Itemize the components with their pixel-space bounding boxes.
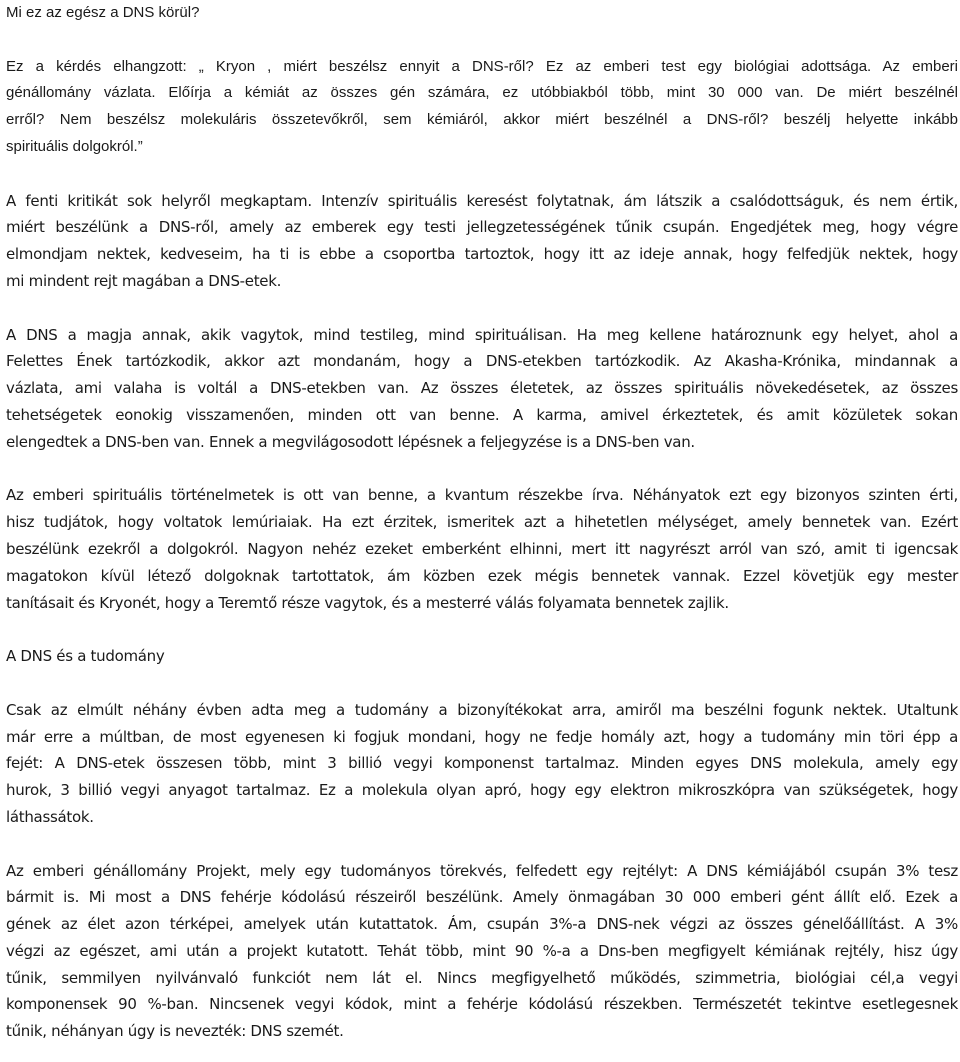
paragraph-science — [6, 697, 958, 831]
spacer — [6, 831, 958, 858]
spacer — [6, 295, 958, 322]
text-line: gének az élet azon térképei, amelyek után kutattatok. Ám, csupán 3%-a DNS-nek végzi az összes génelőállítást. A 3% — [6, 915, 958, 934]
page-title: Mi ez az egész a DNS körül? — [6, 4, 200, 21]
text-line: Ez a kérdés elhangzott: „ Kryon , miért beszélsz ennyit a DNS-ről? Ez az emberi test egy biológiai adottsága. Az emberi — [6, 57, 958, 75]
text-line: komponensek 90 %-ban. Nincsenek vegyi kódok, mint a fehérje kódolású részekben. Természetét tekintve esetlegesnek — [6, 995, 958, 1014]
spacer — [6, 456, 958, 483]
paragraph-intro-question — [6, 54, 958, 161]
text-line: Felettes Ének tartózkodik, akkor azt mondanám, hogy a DNS-etekben tartózkodik. Az Akasha-Krónika, mindannak a — [6, 352, 958, 371]
text-line: Az emberi génállomány Projekt, mely egy tudományos törekvés, felfedett egy rejtélyt: A DNS kémiájából csupán 3% tesz — [6, 861, 958, 880]
paragraph-spiritual-history — [6, 482, 958, 616]
text-line: magatokon kívül létező dolgoknak tartottatok, ám közben ezek mégis bennetek vannak. Ezzel követjük egy mester — [6, 566, 958, 585]
text-line: már erre a múltban, de most egyenesen ki fogjuk mondani, hogy ne fedje homály azt, hogy a tudomány min töri épp a — [6, 727, 958, 746]
text-line: vázlata, ami valaha is voltál a DNS-etekben van. Az összes életetek, az összes spirituális növekedésetek, az összes — [6, 379, 958, 398]
text-line: hurok, 3 billió vegyi anyagot tartalmaz. Ez a molekula olyan apró, hogy egy elektron mikroszkópra van szükségetek, hogy — [6, 781, 958, 800]
document-page — [6, 0, 958, 1045]
text-line: tanításait és Kryonét, hogy a Teremtő része vagytok, és a mesterré válás folyamata bennetek zajlik. — [6, 593, 729, 612]
spacer — [6, 616, 958, 643]
text-line: végzi az egészet, ami után a projekt kutatott. Tehát több, mint 90 %-a a Dns-ben megfigyelt kémiának rejtély, hisz úgy — [6, 941, 958, 960]
spacer — [6, 27, 958, 54]
text-line: beszélünk ezekről a dolgokról. Nagyon nehéz ezeket emberként elhinni, mert itt nagyrészt arról van szó, amit ti igencsak — [6, 539, 958, 558]
paragraph-genome-project — [6, 858, 958, 1046]
text-line: tűnik, néhányan úgy is nevezték: DNS szemét. — [6, 1022, 344, 1041]
text-line: fejét: A DNS-etek összesen több, mint 3 billió vegyi komponenst tartalmaz. Minden egyes DNS molekula, amely egy — [6, 754, 958, 773]
spacer — [6, 161, 958, 188]
text-line: A DNS a magja annak, akik vagytok, mind testileg, mind spirituálisan. Ha meg kellene határoznunk egy helyet, ahol a — [6, 325, 958, 344]
text-line: bármit is. Mi most a DNS fehérje kódolású részeiről beszélünk. Amely önmagában 30 000 emberi gént állít elő. Ezek a — [6, 888, 958, 907]
text-line: elengedtek a DNS-ben van. Ennek a megvilágosodott lépésnek a feljegyzése is a DNS-ben van. — [6, 432, 695, 451]
text-line: génállomány vázlata. Előírja a kémiát az összes gén számára, ez utóbbiakból több, mint 30 000 van. De miért beszélnél — [6, 84, 958, 102]
text-line: spirituális dolgokról.” — [6, 137, 143, 155]
paragraph-dns-core — [6, 322, 958, 456]
text-line: elmondjam nektek, kedveseim, ha ti is ebbe a csoportba tartoztok, hogy itt az ideje annak, hogy felfedjük nektek, hogy — [6, 245, 958, 264]
text-line: Csak az elmúlt néhány évben adta meg a tudomány a bizonyítékokat arra, amiről ma beszélni fogunk nektek. Utaltunk — [6, 700, 958, 719]
text-line: láthassátok. — [6, 807, 94, 826]
text-line: A fenti kritikát sok helyről megkaptam. Intenzív spirituális keresést folytatnak, ám látszik a csalódottságuk, és nem értik, — [6, 191, 958, 210]
text-line: erről? Nem beszélsz molekuláris összetevőkről, sem kémiáról, akkor miért beszélnél a DNS-ről? beszélj helyette inkább — [6, 111, 958, 129]
text-line: hisz tudjátok, hogy voltatok lemúriaiak. Ha ezt érzitek, ismeritek azt a hihetetlen mélységet, amely bennetek van. Ezért — [6, 513, 958, 532]
text-line: tűnik, semmilyen nyilvánvaló funkciót nem lát el. Nincs megfigyelhető működés, szimmetria, biológiai cél,a vegyi — [6, 968, 958, 987]
text-line: tehetségetek eonokig visszamenően, minden ott van benne. A karma, amivel érkeztetek, és amit közületek sokan — [6, 405, 958, 424]
spacer — [6, 670, 958, 697]
text-line: Az emberi spirituális történelmetek is ott van benne, a kvantum részekbe írva. Néhányatok ezt egy bizonyos szinten érti, — [6, 486, 958, 505]
section-heading: A DNS és a tudomány — [6, 647, 165, 666]
text-line: miért beszélünk a DNS-ről, amely az emberek egy testi jellegzetességének tűnik csupán. Engedjétek meg, hogy végre — [6, 218, 958, 237]
text-line: mi mindent rejt magában a DNS-etek. — [6, 271, 282, 290]
paragraph-criticism — [6, 188, 958, 295]
